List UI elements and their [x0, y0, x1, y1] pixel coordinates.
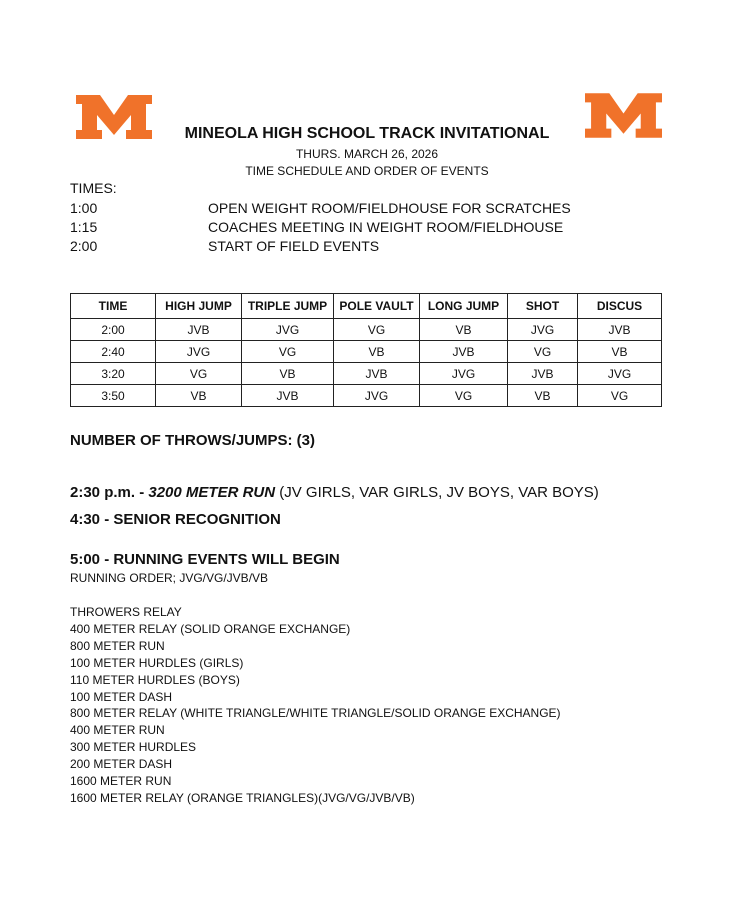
- running-event-item: 200 METER DASH: [70, 757, 173, 772]
- running-heading: 5:00 - RUNNING EVENTS WILL BEGIN: [70, 551, 340, 568]
- time-cell: 3:20: [71, 363, 156, 385]
- event-cell: JVB: [156, 319, 242, 341]
- running-event-item: 1600 METER RUN: [70, 774, 172, 789]
- event-cell: VB: [508, 385, 578, 407]
- field-events-table: [70, 293, 662, 407]
- column-header: POLE VAULT: [334, 294, 420, 319]
- event-cell: VB: [334, 341, 420, 363]
- times-desc: OPEN WEIGHT ROOM/FIELDHOUSE FOR SCRATCHES: [208, 200, 571, 216]
- running-event-item: THROWERS RELAY: [70, 605, 182, 619]
- table-row: [71, 319, 662, 341]
- column-header: HIGH JUMP: [156, 294, 242, 319]
- event-cell: JVB: [334, 363, 420, 385]
- event-date: THURS. MARCH 26, 2026: [295, 147, 439, 161]
- column-header: SHOT: [508, 294, 578, 319]
- times-label: TIMES:: [70, 180, 117, 196]
- running-event-item: 800 METER RELAY (WHITE TRIANGLE/WHITE TRIANGLE/SOLID ORANGE EXCHANGE): [70, 706, 561, 721]
- running-event-item: 300 METER HURDLES: [70, 740, 197, 755]
- event-cell: VG: [508, 341, 578, 363]
- event-cell: JVB: [578, 319, 662, 341]
- running-order: RUNNING ORDER; JVG/VG/JVB/VB: [70, 571, 269, 585]
- running-events-list: [70, 604, 561, 807]
- page-title: MINEOLA HIGH SCHOOL TRACK INVITATIONAL: [184, 125, 550, 142]
- column-header: TIME: [71, 294, 156, 319]
- run-3200-time: 2:30 p.m.: [70, 484, 136, 501]
- event-cell: JVG: [242, 319, 334, 341]
- event-cell: JVG: [334, 385, 420, 407]
- event-cell: VG: [156, 363, 242, 385]
- event-cell: JVB: [420, 341, 508, 363]
- event-cell: JVB: [508, 363, 578, 385]
- event-cell: JVG: [508, 319, 578, 341]
- running-event-item: 100 METER DASH: [70, 689, 173, 704]
- time-cell: 2:00: [71, 319, 156, 341]
- throws-heading: NUMBER OF THROWS/JUMPS: (3): [70, 432, 315, 449]
- run-3200-event: 3200 METER RUN: [148, 484, 276, 501]
- event-cell: VG: [334, 319, 420, 341]
- page-subtitle: TIME SCHEDULE AND ORDER OF EVENTS: [245, 164, 489, 178]
- times-desc: COACHES MEETING IN WEIGHT ROOM/FIELDHOUSE: [208, 219, 564, 235]
- table-row: [71, 341, 662, 363]
- times-time: 1:15: [70, 219, 98, 235]
- column-header: DISCUS: [578, 294, 662, 319]
- event-cell: VG: [420, 385, 508, 407]
- running-event-item: 110 METER HURDLES (BOYS): [70, 672, 240, 687]
- times-time: 1:00: [70, 200, 98, 216]
- run-3200-line: [70, 484, 599, 501]
- event-cell: VG: [242, 341, 334, 363]
- running-event-item: 800 METER RUN: [70, 638, 165, 653]
- event-cell: VB: [578, 341, 662, 363]
- event-cell: JVB: [242, 385, 334, 407]
- running-event-item: 400 METER RUN: [70, 723, 165, 738]
- column-header: LONG JUMP: [420, 294, 508, 319]
- event-cell: JVG: [578, 363, 662, 385]
- run-3200-sep: -: [135, 484, 149, 501]
- times-time: 2:00: [70, 238, 98, 254]
- event-cell: VB: [420, 319, 508, 341]
- event-cell: JVG: [420, 363, 508, 385]
- running-event-item: 100 METER HURDLES (GIRLS): [70, 655, 244, 670]
- time-cell: 3:50: [71, 385, 156, 407]
- running-event-item: 400 METER RELAY (SOLID ORANGE EXCHANGE): [70, 621, 351, 636]
- table-header-row: [71, 294, 662, 319]
- event-cell: VG: [578, 385, 662, 407]
- event-cell: VB: [242, 363, 334, 385]
- column-header: TRIPLE JUMP: [242, 294, 334, 319]
- event-cell: JVG: [156, 341, 242, 363]
- time-cell: 2:40: [71, 341, 156, 363]
- times-desc: START OF FIELD EVENTS: [208, 238, 380, 254]
- table-row: [71, 385, 662, 407]
- event-cell: VB: [156, 385, 242, 407]
- running-event-item: 1600 METER RELAY (ORANGE TRIANGLES)(JVG/VG/JVB/VB): [70, 790, 415, 805]
- senior-recognition: 4:30 - SENIOR RECOGNITION: [70, 511, 281, 528]
- table-row: [71, 363, 662, 385]
- run-3200-groups: (JV GIRLS, VAR GIRLS, JV BOYS, VAR BOYS): [275, 484, 599, 501]
